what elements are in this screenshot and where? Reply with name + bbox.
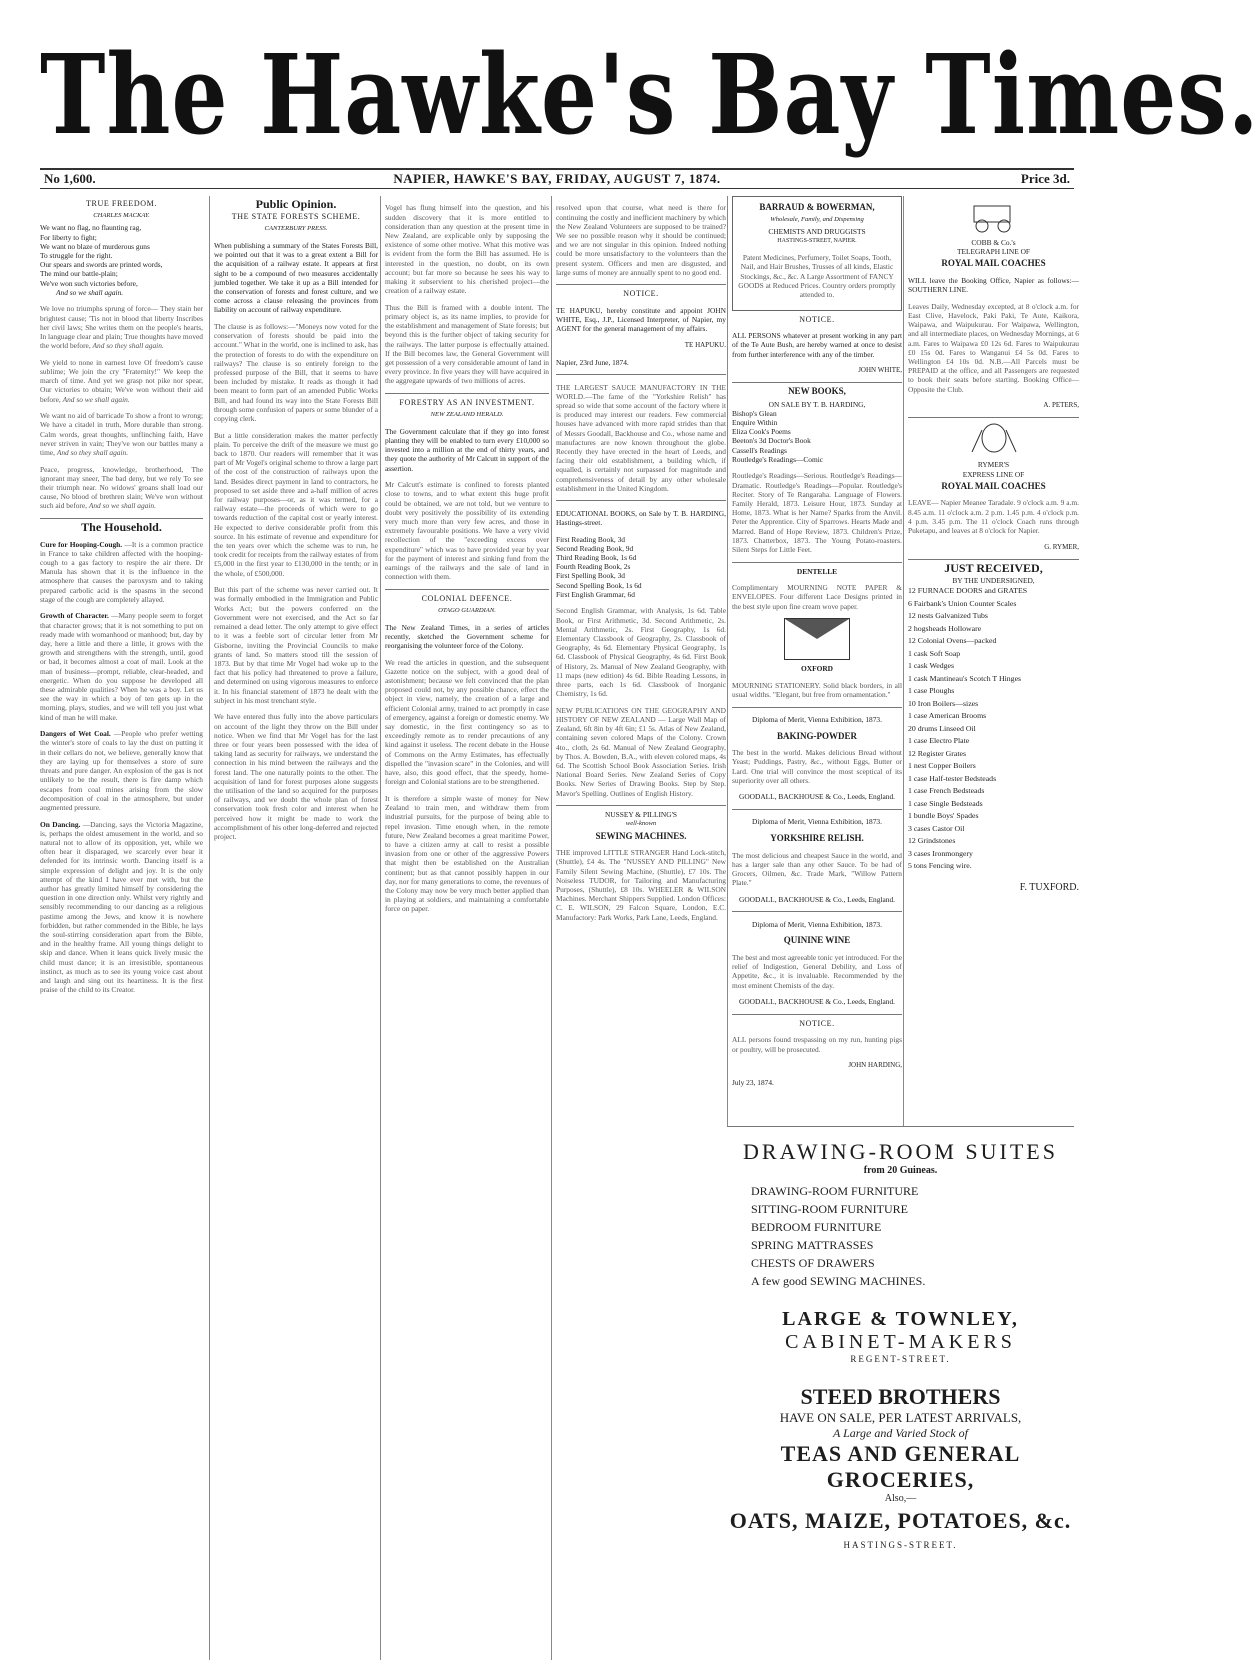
goodall-3: GOODALL, BACKHOUSE & Co., Leeds, England.: [738, 997, 895, 1007]
envelope-icon: [784, 618, 850, 660]
sewing-firm: NUSSEY & PILLING'S: [604, 810, 678, 820]
list-item: Second Reading Book, 9d: [556, 543, 634, 553]
poem-author: CHARLES MACKAY.: [93, 212, 150, 220]
list-item: 3 cases Castor Oil: [908, 823, 965, 833]
list-item: Enquire Within: [732, 418, 778, 428]
coach-icon: [964, 200, 1024, 234]
list-item: 6 Fairbank's Union Counter Scales: [908, 598, 1017, 608]
article-text-forests: When publishing a summary of the States Forests Bill, we pointed out that it was to a great extent a Bill for the acquisition of a railway estate. It appears at first sight to be a compound of two measures accidentally jumbled together. We take it up as a Bill intended for the conservation of forests and forest culture, and we come across a clause releasing the provinces from liability on account of railway expenditure.: [214, 241, 378, 315]
notice2-title: NOTICE.: [799, 1018, 835, 1028]
article-text-defence: The New Zealand Times, in a series of articles recently, sketched the Government scheme for reorganising the volunteer force of the Colony.: [385, 622, 549, 651]
list-item: 1 bundle Boys' Spades: [908, 811, 979, 821]
list-item: 3 cases Ironmongery: [908, 848, 973, 858]
cobb-name: COBB & Co.'s: [971, 238, 1016, 247]
divider: [556, 374, 726, 375]
poem-line: To struggle for the right.: [40, 251, 113, 261]
list-item: 1 nest Copper Boilers: [908, 761, 976, 771]
list-item: 1 case Ploughs: [908, 686, 955, 696]
list-item: 2 hogsheads Holloware: [908, 623, 982, 633]
furniture-grocery-ads: [727, 1126, 1074, 1660]
section-household: The Household.: [81, 520, 162, 535]
list-item: CHESTS OF DRAWERS: [751, 1256, 875, 1270]
list-item: 1 cask Mantineau's Scotch T Hinges: [908, 673, 1022, 683]
hapuku-signature: TE HAPUKU.: [684, 341, 726, 349]
oxford-title: OXFORD: [800, 664, 834, 674]
list-item: SPRING MATTRASSES: [751, 1238, 874, 1252]
article-title-defence: COLONIAL DEFENCE.: [421, 593, 513, 603]
column-2: Public Opinion. THE STATE FORESTS SCHEME. CANTERBURY PRESS. When publishing a summary of the States Forests Bill, we pointed out that it was to a great extent a Bill for the acquisition of a railway estate. It appears at first sight to be a compound of two measures accidentally jumbled together. We take it up as a Bill intended for the conservation of forests and forest culture, and we come across a clause releasing the provinces from liability on account of railway expenditure. The clause is as follows:—"Moneys now voted for the conservation of forests should be paid into the account." What in the world, one is inclined to ask, has the protection of forests to do with the expenditure on railways? The clause is so entirely foreign to the professed purpose of the Bill, that it seems to have been included by mistake. It reads as though it had been meant to form part of an amended Public Works Bill, and had found its way into the State Forests Bill through some confusion of papers or some blunder of a copying clerk. But a little consideration makes the matter perfectly plain. To perceive the drift of the measure we must go back to 1870. Our readers will remember that it was part of Mr Vogel's original scheme to throw a large part of the cost of the construction of railways upon the land. Besides direct payment in land to contractors, he proposed to set aside three and a-half million of acres for railway purposes—or, as it was termed, for a railway estate—the proceeds of which were to go towards reduction of the capital cost or yearly interest. He expected to derive considerable profit from this source. In his estimate of revenue and expenditure for the ten years over which the scheme was to run, he took credit for receipts from the railway estates of from £5,000 in the first year to £130,000 in the tenth; or in the whole, of £500,000. But this part of the scheme was never carried out. It was formally embodied in the Immigration and Public Works Act; but the powers conferred on the Government were not exercised, and the Act so far remained a dead letter. The only attempt to give effect to it was a feeble sort of circular letter from Mr Gisborne, inviting the Provincial Councils to make grants of land. So matters stood till the session of 1873. But by that time Mr Vogel had woke up to the fact that his policy had threatened to prove a failure, and determined on using vigorous measures to enforce it. In his financial statement of 1873 he dealt with the subject in his most trenchant style. We have entered thus fully into the above particulars on account of the light they throw on the Bill under notice. When we find that Mr Vogel has for the last three or four years been possessed with the idea of taking land as security for railways, we understand the connection in his mind between the railways and the forest land. The one naturally points to the other. The acquisition of land for forest purposes alone suggests the utilisation of the land so acquired for the purposes of railways, and we doubt the whole plan of forest conservation took fresh color and interest when he perceived how it might be made to work the accomplishment of his other long-deferred and rejected project.: [209, 196, 382, 1660]
list-item: Third Reading Book, 1s 6d: [556, 553, 637, 562]
hastings-street: HASTINGS-STREET.: [843, 1540, 958, 1550]
list-item: First Reading Book, 3d: [556, 534, 625, 544]
royal-arms-icon: [964, 422, 1024, 456]
divider: [556, 500, 726, 501]
poem-line: We want no flag, no flaunting rag,: [40, 223, 142, 233]
furniture-list: [727, 1182, 1074, 1290]
chemists-ad: BARRAUD & BOWERMAN, Wholesale, Family, and Dispensing CHEMISTS AND DRUGGISTS HASTINGS-STREET, NAPIER. Patent Medicines, Perfumery, Toilet Soaps, Tooth, Nail, and Hair Brushes, Trusses of all kinds, Elastic Stockings, &c., &c. A Large Assortment of FANCY GOODS at Reduced Prices. Country orders promptly attended to.: [732, 196, 902, 311]
list-item: 12 Colonial Ovens—packed: [908, 636, 997, 646]
goodall-1: GOODALL, BACKHOUSE & Co., Leeds, England.: [738, 792, 895, 802]
rymer-name: RYMER'S: [977, 460, 1010, 470]
dentelle-title: DENTELLE: [796, 566, 838, 576]
list-item: Eliza Cook's Poems: [732, 427, 791, 437]
list-item: 20 drums Linseed Oil: [908, 723, 976, 733]
place-date: NAPIER, HAWKE'S BAY, FRIDAY, AUGUST 7, 1874.: [393, 171, 721, 186]
books-intro: EDUCATIONAL BOOKS, on Sale by T. B. HARDING, Hastings-street.: [556, 508, 726, 527]
poem-continuation: We love no triumphs sprung of force— They stain her brightest cause; 'Tis not in blood that liberty Inscribes her civil laws; She writes them on the people's hearts, In language clear and plain; True thoughts have moved the world before, And so they shall again. We yield to none in earnest love Of freedom's cause sublime; We join the cry "Fraternity!" We keep the march of time. And yet we grasp not pike nor spear, Our victories to obtain; We've won without their aid before, And so we shall again. We want no aid of barricade To show a front to wrong; We have a citadel in truth, More durable than strong. Calm words, great thoughts, unflinching faith, Have never striven in vain; They've won our battles many a time, And so they shall again. Peace, progress, knowledge, brotherhood, The ignorant may sneer, The bad deny, but we rely To see their triumph near. No widows' groans shall load our cause, No blood of brethren slain; We've won without such aid before, And so we shall again.: [40, 304, 203, 511]
column-1: TRUE FREEDOM. CHARLES MACKAY. We want no flag, no flaunting rag, For liberty to fight; We want no blaze of murderous guns To struggle for the right. Our spears and swords are printed words, The mind our battle-plain; We've won such victories before, And so we shall again. We love no triumphs sprung of force— They stain her brightest cause; 'Tis not in blood that liberty Inscribes her civil laws; She writes them on the people's hearts, In language clear and plain; True thoughts have moved the world before, And so they shall again. We yield to none in earnest love Of freedom's cause sublime; We join the cry "Fraternity!" We keep the march of time. And yet we grasp not pike nor spear, Our victories to obtain; We've won without their aid before, And so we shall again. We want no aid of barricade To show a front to wrong; We have a citadel in truth, More durable than strong. Calm words, great thoughts, unflinching faith, Have never striven in vain; They've won our battles many a time, And so they shall again. Peace, progress, knowledge, brotherhood, The ignorant may sneer, The bad deny, but we rely To see their triumph near. No widows' groans shall load our cause, No blood of brethren slain; We've won without such aid before, And so we shall again. The Household. Cure for Hooping-Cough. —It is a common practice in France to take children affected with the hooping-cough to a gas factory to respire the air there. Dr Manula has shown that it is the influence in the atmosphere that causes the paroxysm and to taking prepared carbolic acid is the spasms in the second stage of the cough are completely allayed. Growth of Character. —Many people seem to forget that character grows; that it is not something to put on ready made with womanhood or manhood; but, day by day, here a little and there a little, it grows with the growth and strengthens with the strength, until, good or bad, it becomes almost a coat of mail. Look at the man of business—prompt, reliable, clear-headed, and energetic. When do you suppose he developed all these admirable qualities? When he was a boy. Let us see the way in which a boy of ten gets up in the morning, plays, studies, and we will tell you just what kind of man he will make. Dangers of Wet Coal. —People who prefer wetting the winter's store of coals to lay the dust on putting it in their cellars do not, we believe, generally know that they are laying up for themselves a store of sure threats and pure danger. An explosion of the gas is not unlikely to be the result, there is fire damp which escapes from coal mines arising from the slow decomposition of coal in the atmosphere, but under augmented pressure. On Dancing. —Dancing, says the Victoria Magazine, is, perhaps the oldest amusement in the world, and so natural not to allow of its opposition, yet, while we often hear it disparaged, we scarcely ever hear it defended for its intrinsic worth. Dancing itself is a simple expression of delight and joy. It is the only attempt of the kind I have ever met with, but the author has greatly limited himself by considering the question in one direction only. Whilst very rightly and sensibly recommending to our dancing as a religious pastime among the Jews, and know it is nowhere forbidden, but rather commended in the Bible, he lays the soul-stirring consideration apart from the Bible, and in the healthy frame. All young things delight to skip and dance. When it leans quick lively music the child must dance; it is an irresistible, spontaneous instinct, as much as to see its young voice cast about and laugh and sing out its heartiness. It is the first praise of the child to its Creator.: [40, 199, 203, 995]
divider: [732, 707, 902, 708]
drawing-room-price: from 20 Guineas.: [863, 1165, 938, 1176]
list-item: 12 Register Grates: [908, 748, 967, 758]
divider: [732, 809, 902, 810]
steed-stock: A Large and Varied Stock of: [833, 1426, 968, 1440]
list-item: First Spelling Book, 3d: [556, 571, 625, 581]
cobb-title: ROYAL MAIL COACHES: [941, 258, 1046, 269]
column-6: COBB & Co.'s TELEGRAPH LINE OF ROYAL MAIL COACHES WILL leave the Booking Office, Napier as follows:— SOUTHERN LINE. Leaves Daily, Wednesday excepted, at 8 o'clock a.m. for East Clive, Havelock, Paki Paki, Te Aute, Kaikora, Waipawa, and Waipukurau. For Waipawa, Wellington, and all intermediate places, on Wednesday Mornings, at 6 a.m. Fares to Waipawa £0 12s 6d. Fares to Waipukurau £0 15s 0d. Fares to Wanganui £4 5s 0d. Fares to Wellington £4 10s 0d. N.B.—All Parcels must be PREPAID at the office, and all Passengers are requested to book their seats before starting. Booking Office—Opposite the Club. A. PETERS, RYMER'S EXPRESS LINE OF ROYAL MAIL COACHES LEAVE— Napier Meanee Taradale. 9 o'clock a.m. 9 a.m. 8.45 a.m. 11 o'clock a.m. 2 p.m. 1.45 p.m. 4 o'clock p.m. 4 p.m. 3.45 p.m. The 11 o'clock Coach runs through Puketapu, and leaves at 8 o'clock for Napier. G. RYMER, JUST RECEIVED, BY THE UNDERSIGNED, 12 FURNACE DOORS and GRATES 6 Fairbank's Union Counter Scales 12 nests Galvanized Tubs 2 hogsheads Holloware 12 Colonial Ovens—packed 1 cask Soft Soap 1 cask Wedges 1 cask Mantineau's Scotch T Hinges 1 case Ploughs 10 Iron Boilers—sizes 1 case American Brooms 20 drums Linseed Oil 1 case Electro Plate 12 Register Grates 1 nest Copper Boilers 1 case Half-tester Bedsteads 1 case French Bedsteads 1 case Single Bedsteads 1 bundle Boys' Spades 3 cases Castor Oil 12 Grindstones 3 cases Ironmongery 5 tons Fencing wire. F. TUXFORD.: [903, 196, 1079, 1660]
cobb-text: WILL leave the Booking Office, Napier as follows:— SOUTHERN LINE.: [908, 276, 1079, 295]
article-source-guardian: OTAGO GUARDIAN.: [438, 607, 496, 615]
firm-large-townley: LARGE & TOWNLEY,: [782, 1308, 1019, 1330]
drawing-room-title: DRAWING-ROOM SUITES: [743, 1139, 1058, 1164]
price: Price 3d.: [1020, 171, 1070, 186]
poem-line: Our spears and swords are printed words,: [40, 260, 163, 270]
jr-sub: BY THE UNDERSIGNED,: [952, 576, 1035, 586]
notice2-signature: JOHN HARDING,: [848, 1061, 902, 1070]
oats-maize: OATS, MAIZE, POTATOES, &c.: [729, 1508, 1072, 1533]
baking-title: BAKING-POWDER: [776, 730, 857, 741]
divider: [40, 518, 203, 519]
hapuku-date: Napier, 23rd June, 1874.: [556, 357, 629, 367]
yorkshire-title: YORKSHIRE RELISH.: [770, 832, 864, 843]
divider: [732, 911, 902, 912]
article-source-herald: NEW ZEALAND HERALD.: [430, 411, 504, 419]
list-item: Second Spelling Book, 1s 6d: [556, 580, 642, 590]
firm-street: HASTINGS-STREET, NAPIER.: [777, 237, 857, 244]
diploma-3: Diploma of Merit, Vienna Exhibition, 1873.: [752, 919, 882, 929]
article-title-forests: THE STATE FORESTS SCHEME.: [231, 212, 361, 222]
also: Also,—: [884, 1493, 917, 1504]
poem: [40, 223, 203, 297]
divider: [732, 562, 902, 563]
list-item: Bishop's Glean: [732, 408, 777, 418]
list-item: Routledge's Readings—Comic: [732, 454, 824, 464]
list-item: DRAWING-ROOM FURNITURE: [751, 1184, 919, 1198]
jr-title: JUST RECEIVED,: [944, 560, 1043, 575]
divider: [908, 559, 1079, 560]
books-list: [556, 535, 726, 599]
poem-line: We've won such victories before,: [40, 278, 138, 288]
poem-line: We want no blaze of murderous guns: [40, 241, 150, 251]
jr-list: [908, 585, 1079, 873]
hapuku-notice: TE HAPUKU, hereby constitute and appoint JOHN WHITE, Esq., J.P., Licensed Interpreter, of Napier, my AGENT for the general management of my affairs.: [556, 306, 726, 334]
rymer-title: ROYAL MAIL COACHES: [941, 480, 1046, 491]
column-5: BARRAUD & BOWERMAN, Wholesale, Family, and Dispensing CHEMISTS AND DRUGGISTS HASTINGS-STREET, NAPIER. Patent Medicines, Perfumery, Toilet Soaps, Tooth, Nail, and Hair Brushes, Trusses of all kinds, Elastic Stockings, &c., &c. A Large Assortment of FANCY GOODS at Reduced Prices. Country orders promptly attended to. NOTICE. ALL PERSONS whatever at present working in any part of the Te Aute Bush, are hereby warned at once to desist from further interference with any of the timber. JOHN WHITE, NEW BOOKS, ON SALE BY T. B. HARDING, Bishop's Glean Enquire Within Eliza Cook's Poems Beeton's 3d Doctor's Book Cassell's Readings Routledge's Readings—Comic Routledge's Readings—Serious. Routledge's Readings—Dramatic. Routledge's Readings—Popular. Routledge's Reciter. Story of Te Rangaraha. Language of Flowers. Family Herald, 1873. Leisure Hour, 1873. Sunday at Home, 1873. What is her Name? Sparks from the Anvil. Peter the Apprentice. City of Sparrows. Hearts Made and Marred. Band of Hope Review, 1873. Children's Prize, 1873. Chatterbox, 1873. The Young Potato-roasters. Silent Steps for Little Feet. DENTELLE Complimentary MOURNING NOTE PAPER & ENVELOPES. Four different Lace Designs printed in the best style upon fine cream wove paper. OXFORD MOURNING STATIONERY. Solid black borders, in all usual widths. "Elegant, but free from ornamentation." Diploma of Merit, Vienna Exhibition, 1873. BAKING-POWDER The best in the world. Makes delicious Bread without Yeast; Puddings, Pastry, &c., without Eggs, Butter or Lard. One trial will convince the most sceptical of its superiority over all others. GOODALL, BACKHOUSE & Co., Leeds, England. Diploma of Merit, Vienna Exhibition, 1873. YORKSHIRE RELISH. The most delicious and cheapest Sauce in the world, and has a larger sale than any other Sauce. To be had of Grocers, Oilmen, &c. Trade Mark, "Willow Pattern Plate." GOODALL, BACKHOUSE & Co., Leeds, England. Diploma of Merit, Vienna Exhibition, 1873. QUININE WINE The best and most agreeable tonic yet introduced. For the relief of Indigestion, General Debility, and Loss of Appetite, &c., it is invaluable. Recommended by the most eminent Chemists of the day. GOODALL, BACKHOUSE & Co., Leeds, England. NOTICE. ALL persons found trespassing on my run, hunting pigs or poultry, will be prosecuted. JOHN HARDING, July 23, 1874.: [727, 196, 906, 1660]
list-item: 1 cask Wedges: [908, 661, 954, 671]
regent-street: REGENT-STREET.: [850, 1354, 951, 1364]
new-books-sub: ON SALE BY T. B. HARDING,: [768, 399, 866, 409]
section-public-opinion: Public Opinion.: [255, 197, 337, 211]
list-item: A few good SEWING MACHINES.: [751, 1274, 926, 1288]
list-item: 5 tons Fencing wire.: [908, 861, 972, 871]
sewing-sub: well-known: [625, 820, 657, 828]
poem-refrain: And so we shall again.: [56, 287, 124, 297]
divider: [732, 1014, 902, 1015]
divider: [385, 393, 549, 394]
list-item: 1 case Electro Plate: [908, 736, 970, 746]
sewing-title: SEWING MACHINES.: [595, 830, 687, 841]
article-source-press: CANTERBURY PRESS.: [264, 225, 328, 233]
list-item: 10 Iron Boilers—sizes: [908, 698, 979, 708]
notice-title: NOTICE.: [799, 314, 835, 324]
list-item: BEDROOM FURNITURE: [751, 1220, 882, 1234]
diploma-2: Diploma of Merit, Vienna Exhibition, 1873.: [752, 817, 882, 827]
quinine-title: QUININE WINE: [783, 935, 851, 946]
list-item: SITTING-ROOM FURNITURE: [751, 1202, 908, 1216]
rymer-signature: G. RYMER,: [1044, 542, 1079, 551]
divider: [556, 805, 726, 806]
poem-title: TRUE FREEDOM.: [86, 199, 157, 208]
divider: [732, 382, 902, 383]
teas-groceries: TEAS AND GENERAL GROCERIES,: [780, 1441, 1021, 1492]
dateline: [40, 168, 1074, 189]
firm-sub: Wholesale, Family, and Dispensing: [770, 216, 864, 224]
new-books-list: [732, 409, 902, 464]
notice-text: ALL PERSONS whatever at present working in any part of the Te Aute Bush, are hereby warned at once to desist from further interference with any of the timber.: [732, 331, 902, 359]
divider: [556, 284, 726, 285]
list-item: 1 case American Brooms: [908, 711, 987, 721]
cobb-signature: A. PETERS,: [1043, 401, 1079, 410]
list-item: First English Grammar, 6d: [556, 589, 635, 599]
new-books-title: NEW BOOKS,: [788, 386, 846, 397]
list-item: 12 Grindstones: [908, 836, 956, 846]
cabinet-makers: CABINET-MAKERS: [785, 1331, 1016, 1353]
list-item: Cassell's Readings: [732, 445, 787, 455]
jr-signature: F. TUXFORD.: [1019, 881, 1079, 893]
list-item: 1 case Half-tester Bedsteads: [908, 773, 997, 783]
list-item: 12 nests Galvanized Tubs: [908, 611, 988, 621]
list-item: 12 FURNACE DOORS and GRATES: [908, 586, 1028, 596]
heading-dancing: On Dancing.: [40, 819, 81, 829]
rymer-sub: EXPRESS LINE OF: [962, 469, 1025, 479]
issue-number: No 1,600.: [44, 171, 96, 186]
list-item: 1 cask Soft Soap: [908, 648, 961, 658]
list-item: Beeton's 3d Doctor's Book: [732, 436, 811, 446]
heading-growth-character: Growth of Character.: [40, 611, 109, 621]
masthead-title: The Hawke's Bay Times.: [40, 29, 1259, 159]
column-3: Vogel has flung himself into the question, and his sudden discovery that it is more entitled to consideration than any question at the present time in New Zealand, are explicable only by supposing the existence of some other motive. What this motive was is evident from the form the Bill has assumed. He is interested in the question, no doubt, on its own account; but far more so because he sees his way to making it subservient to his cherished project—the creation of a railway estate. Thus the Bill is framed with a double intent. The primary object is, as its name implies, to provide for the establishment and management of State forests; but beyond this is the further object of taking security for the railways. The latter purpose is effectually attained. If the Bill becomes law, the General Government will get possession of a very considerable amount of land in every province. In five years they will have acquired in the aggregate upwards of two millions of acres. FORESTRY AS AN INVESTMENT. NEW ZEALAND HERALD. The Government calculate that if they go into forest planting they will be enabled to turn every £10,000 so invested into a million at the end of thirty years, and they quote the authority of Mr Calcutt in support of the assertion. Mr Calcutt's estimate is confined to forests planted close to towns, and to what extent this huge profit could be obtained, we are not told, but we venture to doubt very positively the possibility of its extending very much more than very few acres, and those in extremely favourable positions. We have a very vivid recollection of the "exceeding excess over expenditure" which was to have provided year by year for the payment of interest and sinking fund from the earnings of the railways and the sale of land in connection with them. COLONIAL DEFENCE. OTAGO GUARDIAN. The New Zealand Times, in a series of articles recently, sketched the Government scheme for reorganising the volunteer force of the Colony. We read the articles in question, and the subsequent Gazette notice on the subject, with a good deal of astonishment; because we felt convinced that the plan proposed could not, by any possible chance, effect the object in view, namely, the creation of a large and efficient Colonial army, trained to act promptly in case of emergency, against a foreign or domestic enemy. We say domestic, in the first contingency so as to exceedingly remote as to render precautions of any kind against it useless. The recent debate in the House of Commons on the Army Estimates, has effectually dispelled the "invasion scare" in the Colonies, and will have, also, this good effect, that the speedy, home-foreign and Colonial stations are to be strengthened. It is therefore a simple waste of money for New Zealand to train men, and withdraw them from industrial pursuits, for the purpose of being able to repel invasion. Time enough when, in the remote future, New Zealand becomes a great maritime Power, to have a citizen army at call to resist a possible invasion from one or other of the aggressive Powers that might then be established on the Australian continent; but as that cannot possibly happen in our day, nor for many generations to come, the revenues of the Colony may now be very much better applied than in playing at soldiers, and maintaining a comfortable force on paper.: [380, 196, 553, 1660]
masthead: [40, 28, 1259, 160]
notice-title: NOTICE.: [623, 289, 659, 299]
notice-signature: JOHN WHITE,: [858, 366, 902, 375]
poem-line: For liberty to fight;: [40, 232, 97, 242]
firm-trade: CHEMISTS AND DRUGGISTS: [768, 227, 866, 237]
firm-name: BARRAUD & BOWERMAN,: [759, 202, 875, 212]
divider: [908, 417, 1079, 418]
steed-brothers: STEED BROTHERS: [800, 1384, 1001, 1409]
goodall-2: GOODALL, BACKHOUSE & Co., Leeds, England.: [738, 894, 895, 904]
article-title-forestry: FORESTRY AS AN INVESTMENT.: [399, 398, 535, 408]
heading-hooping-cough: Cure for Hooping-Cough.: [40, 539, 123, 549]
list-item: 1 case Single Bedsteads: [908, 798, 983, 808]
column-4: resolved upon that course, what need is there for continuing the costly and inefficient machinery by which the New Zealand Volunteers are supposed to be trained? We see no possible reason why it should be continued; and we are not singular in this opinion. Indeed nothing could be more unsatisfactory to the volunteers than the present system. Officers and men are disgusted, and large sums of money are annually spent to no good end. NOTICE. TE HAPUKU, hereby constitute and appoint JOHN WHITE, Esq., J.P., Licensed Interpreter, of Napier, my AGENT for the general management of my affairs. TE HAPUKU. Napier, 23rd June, 1874. THE LARGEST SAUCE MANUFACTORY IN THE WORLD.—The fame of the "Yorkshire Relish" has spread so wide that some account of the factory where it is produced may interest our readers. Few commercial houses have advanced with more rapid strides than that of Messrs Goodall, Backhouse and Co., whose name and manufactures are now known throughout the globe. Recently they have erected in the heart of Leeds, and facing their old establishment, a building which, if equalled, is certainly not surpassed for magnitude and comprehensiveness of detail by any other wholesale establishment in the United Kingdom. EDUCATIONAL BOOKS, on Sale by T. B. HARDING, Hastings-street. First Reading Book, 3d Second Reading Book, 9d Third Reading Book, 1s 6d Fourth Reading Book, 2s First Spelling Book, 3d Second Spelling Book, 1s 6d First English Grammar, 6d Second English Grammar, with Analysis, 1s 6d. Table Book, or First Arithmetic, 3d. Second Arithmetic, 2s. Mental Arithmetic, 2s. First Geography, 1s 6d. Elementary Classbook of Geography, 2s. Classbook of Geography, 4s 6d. Elementary Physical Geography, 1s 6d. Classbook of Physical Geography, 4s 6d. First Book of History, 2s. Manual of New Zealand Geography, with 11 maps (new edition) 4s 6d. Bible Reading Lessons, in three parts, each 1s 6d. Classbook of Inorganic Chemistry, 1s 6d. NEW PUBLICATIONS ON THE GEOGRAPHY AND HISTORY OF NEW ZEALAND — Large Wall Map of Zealand, 6ft 8in by 4ft 6in; £1 5s. Atlas of New Zealand, containing seven colored Maps of the Colony. Crown 4to., cloth, 2s 6d. Manual of New Zealand Geography, by Thos. A. Bowden, B.A., with eleven colored maps, 4s 6d. The Scottish School Book Association Series. Irish National Board Series. New Zealand Series of Copy Books. New Series of Drawing Books. Step by Step. Mavor's Spelling. Outlines of English History. NUSSEY & PILLING'S well-known SEWING MACHINES. THE improved LITTLE STRANGER Hand Lock-stitch, (Shuttle), £4 4s. The "NUSSEY AND PILLING" New Family Silent Sewing Machine, (Shuttle), £7 10s. The Noiseless TUDOR, for Tailoring and Manufacturing Purposes, (Shuttle), £8 10s. WHEELER & WILSON Machines. Merchant Shippers Supplied. London Offices: C. E. WILSON, 29 Falcon Square, London, E.C. Manufactory: Park Works, Park Lane, Leeds, England.: [551, 196, 730, 1660]
list-item: Fourth Reading Book, 2s: [556, 562, 631, 572]
notice2-date: July 23, 1874.: [732, 1077, 774, 1087]
diploma-1: Diploma of Merit, Vienna Exhibition, 1873.: [752, 715, 882, 725]
cobb-sub: TELEGRAPH LINE OF: [956, 247, 1031, 257]
steed-line: HAVE ON SALE, PER LATEST ARRIVALS,: [779, 1410, 1022, 1425]
divider: [385, 589, 549, 590]
heading-wet-coal: Dangers of Wet Coal.: [40, 729, 111, 739]
article-text-forestry: The Government calculate that if they go into forest planting they will be enabled to turn every £10,000 so invested into a million at the end of thirty years, and they quote the authority of Mr Calcutt in support of the assertion.: [385, 426, 549, 473]
poem-line: The mind our battle-plain;: [40, 269, 118, 279]
list-item: 1 case French Bedsteads: [908, 786, 985, 796]
